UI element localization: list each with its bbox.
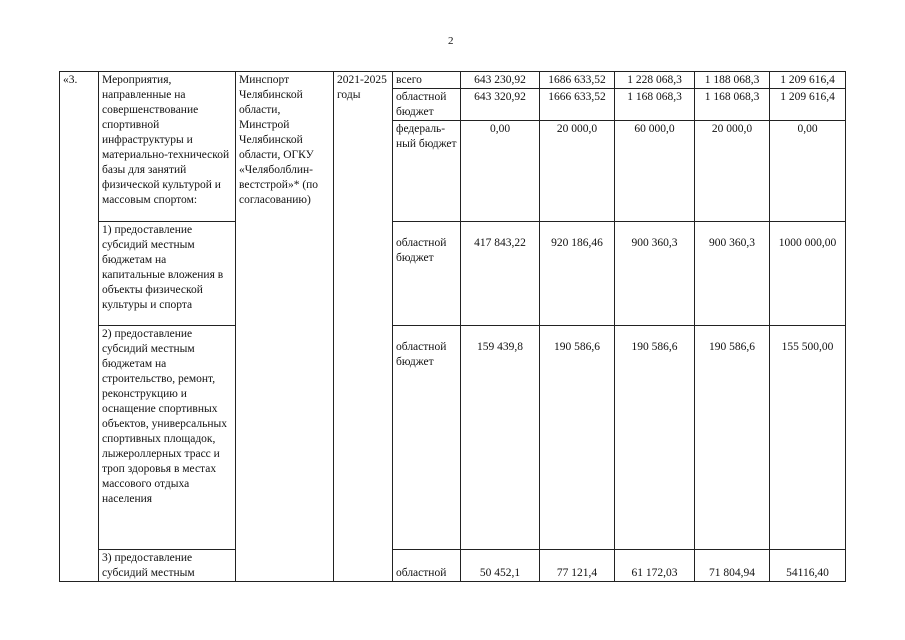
value-cell: 1 188 068,3 — [695, 72, 770, 89]
funding-source-cell: федераль-ный бюджет — [393, 121, 461, 222]
value-cell: 643 230,92 — [461, 72, 540, 89]
table-row — [60, 326, 846, 550]
period-cell: 2021-2025 годы — [334, 72, 393, 582]
value-cell: 1 209 616,4 — [770, 89, 846, 121]
value-cell: 190 586,6 — [615, 326, 695, 550]
value-cell: 1 168 068,3 — [695, 89, 770, 121]
funding-source-cell: областной бюджет — [393, 222, 461, 326]
value-cell: 1686 633,52 — [540, 72, 615, 89]
sub-event-cell: 2) предоставление субсидий местным бюджетам на строительство, ремонт, реконструкцию и оснащение спортивных объектов, универсальных спортивных площадок, лыжероллерных трасс и троп здоровья в местах массового отдыха населения — [99, 326, 236, 550]
value-cell: 20 000,0 — [540, 121, 615, 222]
value-cell: 1 228 068,3 — [615, 72, 695, 89]
value-cell: 0,00 — [461, 121, 540, 222]
table-row — [60, 550, 846, 582]
value-cell: 0,00 — [770, 121, 846, 222]
value-cell: 900 360,3 — [615, 222, 695, 326]
value-cell: 417 843,22 — [461, 222, 540, 326]
value-cell: 1666 633,52 — [540, 89, 615, 121]
value-cell: 155 500,00 — [770, 326, 846, 550]
value-cell: 77 121,4 — [540, 550, 615, 582]
value-cell: 643 320,92 — [461, 89, 540, 121]
value-cell: 190 586,6 — [695, 326, 770, 550]
value-cell: 54116,40 — [770, 550, 846, 582]
funding-source-cell: всего — [393, 72, 461, 89]
value-cell: 1000 000,00 — [770, 222, 846, 326]
value-cell: 71 804,94 — [695, 550, 770, 582]
value-cell: 50 452,1 — [461, 550, 540, 582]
funding-source-cell: областной бюджет — [393, 326, 461, 550]
table-row — [60, 222, 846, 326]
value-cell: 60 000,0 — [615, 121, 695, 222]
funding-source-cell: областной — [393, 550, 461, 582]
page-number: 2 — [448, 35, 454, 47]
value-cell: 20 000,0 — [695, 121, 770, 222]
value-cell: 1 168 068,3 — [615, 89, 695, 121]
value-cell: 61 172,03 — [615, 550, 695, 582]
sub-event-cell: 3) предоставление субсидий местным — [99, 550, 236, 582]
sub-event-cell: 1) предоставление субсидий местным бюджетам на капитальные вложения в объекты физической культуры и спорта — [99, 222, 236, 326]
value-cell: 900 360,3 — [695, 222, 770, 326]
value-cell: 159 439,8 — [461, 326, 540, 550]
event-number-cell: «3. — [60, 72, 99, 582]
value-cell: 920 186,46 — [540, 222, 615, 326]
value-cell: 1 209 616,4 — [770, 72, 846, 89]
table-row — [60, 72, 846, 89]
value-cell: 190 586,6 — [540, 326, 615, 550]
event-description-cell: Мероприятия, направленные на совершенствование спортивной инфраструктуры и материально-технической базы для занятий физической культурой и массовым спортом: — [99, 72, 236, 222]
executor-cell: Минспорт Челябинской области, Минстрой Челябинской области, ОГКУ «Челяболблин-вестстрой»* (по согласованию) — [236, 72, 334, 582]
budget-table — [59, 71, 846, 582]
funding-source-cell: областной бюджет — [393, 89, 461, 121]
